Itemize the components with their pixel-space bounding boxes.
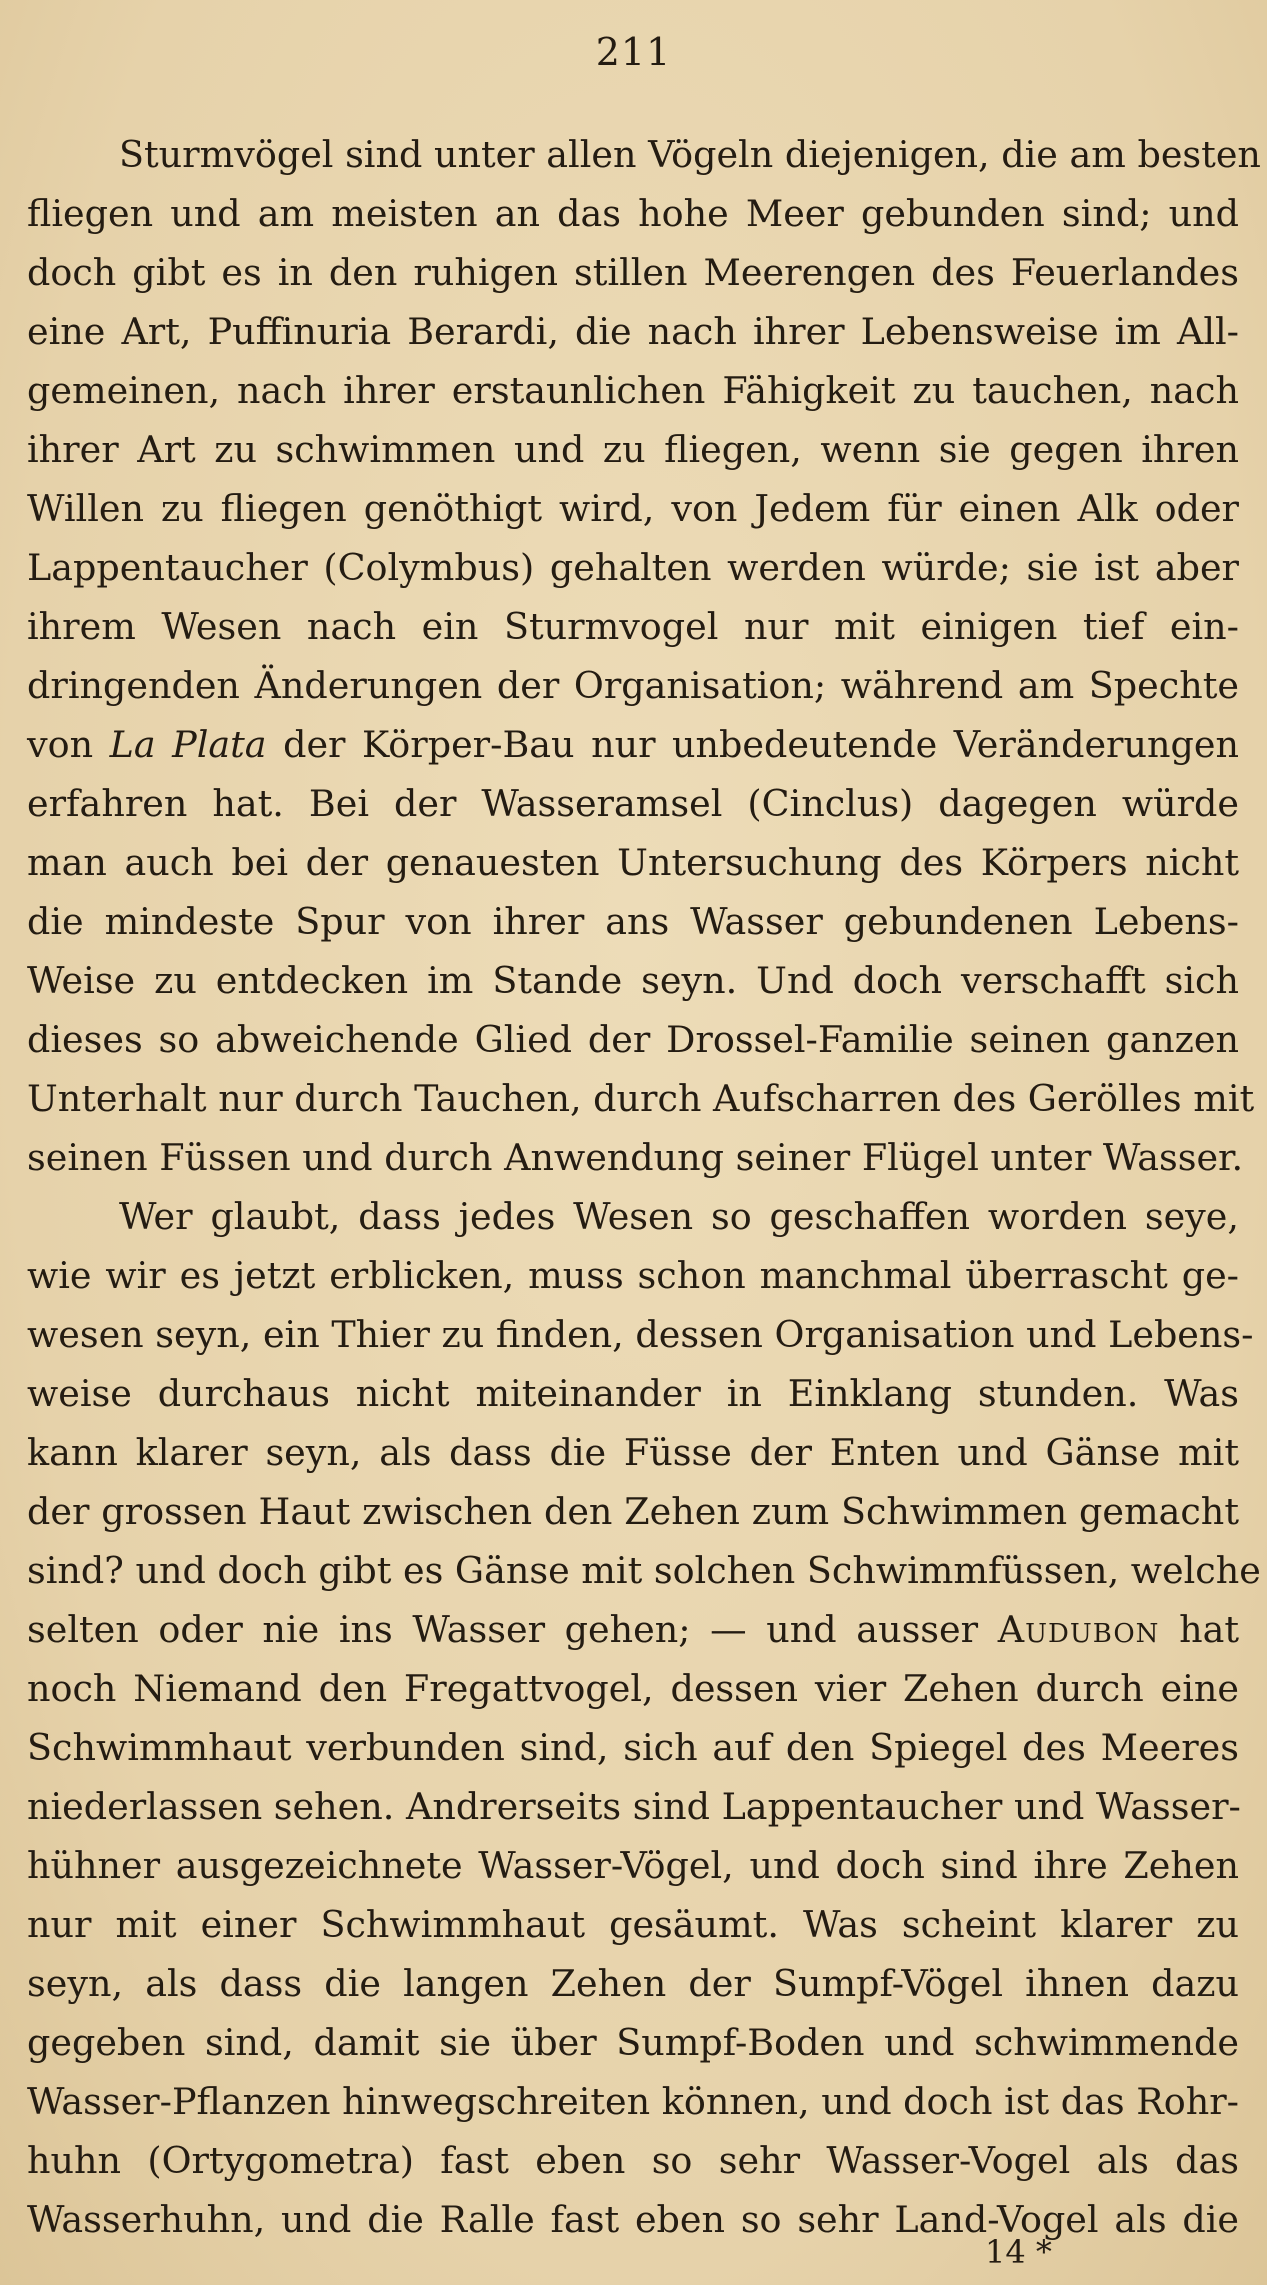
text-line: ihrer Art zu schwimmen und zu fliegen, wenn sie gegen ihren [27,428,1239,471]
text-line: gegeben sind, damit sie über Sumpf-Boden und schwimmende [27,2021,1239,2064]
text-segment: selten oder nie ins Wasser gehen; — und ausser [27,1608,979,1651]
text-line: nur mit einer Schwimmhaut gesäumt. Was scheint klarer zu [27,1903,1239,1946]
text-line: man auch bei der genauesten Untersuchung des Körpers nicht [27,841,1239,884]
page-number: 211 [595,30,672,74]
text-line: dringenden Änderungen der Organisation; während am Spechte [27,664,1239,707]
text-segment: von [27,723,94,766]
text-line: Schwimmhaut verbunden sind, sich auf den Spiegel des Meeres [27,1726,1239,1769]
text-line: wie wir es jetzt erblicken, muss schon manchmal überrascht ge- [27,1254,1239,1297]
text-line: ihrem Wesen nach ein Sturmvogel nur mit einigen tief ein- [27,605,1239,648]
text-line: Wasser-Pflanzen hinwegschreiten können, und doch ist das Rohr- [27,2080,1239,2123]
text-line: Wasserhuhn, und die Ralle fast eben so sehr Land-Vogel als die [27,2198,1239,2241]
text-line: Lappentaucher (Colymbus) gehalten werden würde; sie ist aber [27,546,1239,589]
text-line [27,715,1239,774]
text-line: hühner ausgezeichnete Wasser-Vögel, und doch sind ihre Zehen [27,1844,1239,1887]
text-line: der grossen Haut zwischen den Zehen zum Schwimmen gemacht [27,1490,1239,1533]
text-line: seyn, als dass die langen Zehen der Sumpf-Vögel ihnen dazu [27,1962,1239,2005]
text-line: seinen Füssen und durch Anwendung seiner Flügel unter Wasser. [27,1136,1244,1179]
text-line: dieses so abweichende Glied der Drossel-Familie seinen ganzen [27,1018,1239,1061]
text-line: noch Niemand den Fregattvogel, dessen vier Zehen durch eine [27,1667,1239,1710]
body-text [27,125,1261,2249]
text-segment: der Körper-Bau nur unbedeutende Veränderungen [283,723,1239,766]
text-line: eine Art, Puffinuria Berardi, die nach ihrer Lebensweise im All- [27,310,1239,353]
text-line: doch gibt es in den ruhigen stillen Meerengen des Feuerlandes [27,251,1239,294]
text-segment: hat [1179,1608,1239,1651]
text-line: die mindeste Spur von ihrer ans Wasser gebundenen Lebens- [27,900,1239,943]
text-line: erfahren hat. Bei der Wasseramsel (Cinclus) dagegen würde [27,782,1239,825]
text-line [27,1600,1239,1659]
text-line: sind? und doch gibt es Gänse mit solchen Schwimmfüssen, welche [27,1549,1261,1592]
text-line: fliegen und am meisten an das hohe Meer gebunden sind; und [27,192,1239,235]
text-line: Unterhalt nur durch Tauchen, durch Aufscharren des Gerölles mit [27,1077,1255,1120]
text-line: gemeinen, nach ihrer erstaunlichen Fähigkeit zu tauchen, nach [27,369,1239,412]
text-line: kann klarer seyn, als dass die Füsse der Enten und Gänse mit [27,1431,1239,1474]
text-line: huhn (Ortygometra) fast eben so sehr Wasser-Vogel als das [27,2139,1239,2182]
author-name: Audubon [997,1608,1160,1651]
text-line: Sturmvögel sind unter allen Vögeln diejenigen, die am besten [119,133,1261,176]
text-line: weise durchaus nicht miteinander in Einklang stunden. Was [27,1372,1239,1415]
signature-mark: 14 * [985,2233,1052,2271]
text-line: Wer glaubt, dass jedes Wesen so geschaffen worden seye, [119,1195,1239,1238]
text-line: wesen seyn, ein Thier zu finden, dessen Organisation und Lebens- [27,1313,1254,1356]
italic-place-name: La Plata [109,723,267,766]
text-line: Willen zu fliegen genöthigt wird, von Jedem für einen Alk oder [27,487,1239,530]
text-line: Weise zu entdecken im Stande seyn. Und doch verschafft sich [27,959,1239,1002]
text-line: niederlassen sehen. Andrerseits sind Lappentaucher und Wasser- [27,1785,1241,1828]
